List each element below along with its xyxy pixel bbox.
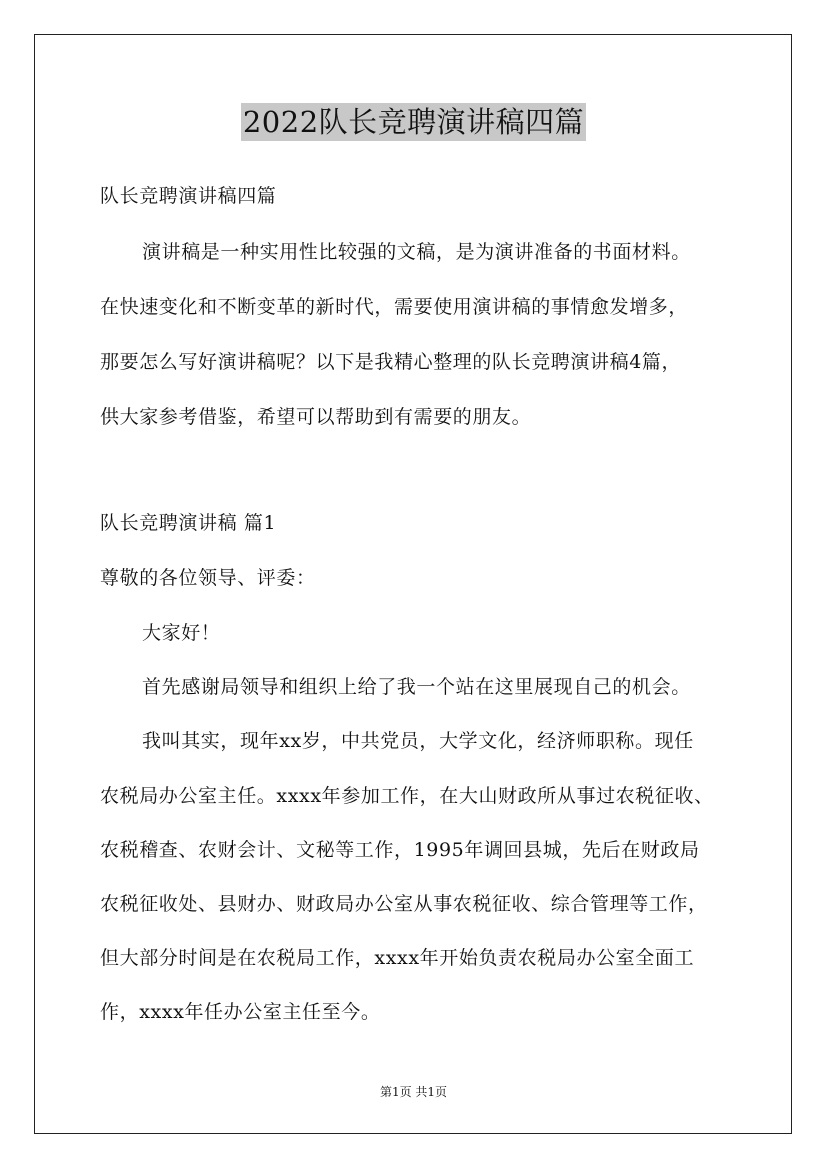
document-title: 2022队长竞聘演讲稿四篇 [242,105,585,139]
salutation: 尊敬的各位领导、评委： [100,567,316,589]
document-title-wrap [0,100,827,141]
intro-line-3: 那要怎么写好演讲稿呢？以下是我精心整理的队长竞聘演讲稿4篇， [100,351,682,373]
paragraph-2-line-3: 农税稽查、农财会计、文秘等工作，1995年调回县城，先后在财政局 [100,839,700,861]
paragraph-2-line-1: 我叫其实，现年xx岁，中共党员，大学文化，经济师职称。现任 [142,730,694,752]
intro-line-1: 演讲稿是一种实用性比较强的文稿，是为演讲准备的书面材料。 [142,241,691,263]
paragraph-2-line-4: 农税征收处、县财办、财政局办公室从事农税征收、综合管理等工作， [100,893,708,915]
page-footer: 第1页 共1页 [379,1085,448,1099]
paragraph-2-line-2: 农税局办公室主任。xxxx年参加工作，在大山财政所从事过农税征收、 [100,785,714,807]
paragraph-1: 首先感谢局领导和组织上给了我一个站在这里展现自己的机会。 [142,676,691,698]
subtitle: 队长竞聘演讲稿四篇 [100,185,277,207]
section-heading: 队长竞聘演讲稿 篇1 [100,512,277,534]
paragraph-2-line-5: 但大部分时间是在农税局工作，xxxx年开始负责农税局办公室全面工 [100,947,695,969]
intro-line-2: 在快速变化和不断变革的新时代，需要使用演讲稿的事情愈发增多， [100,296,689,318]
greeting: 大家好！ [142,622,221,644]
intro-line-4: 供大家参考借鉴，希望可以帮助到有需要的朋友。 [100,406,532,428]
paragraph-2-line-6: 作，xxxx年任办公室主任至今。 [100,1001,381,1023]
